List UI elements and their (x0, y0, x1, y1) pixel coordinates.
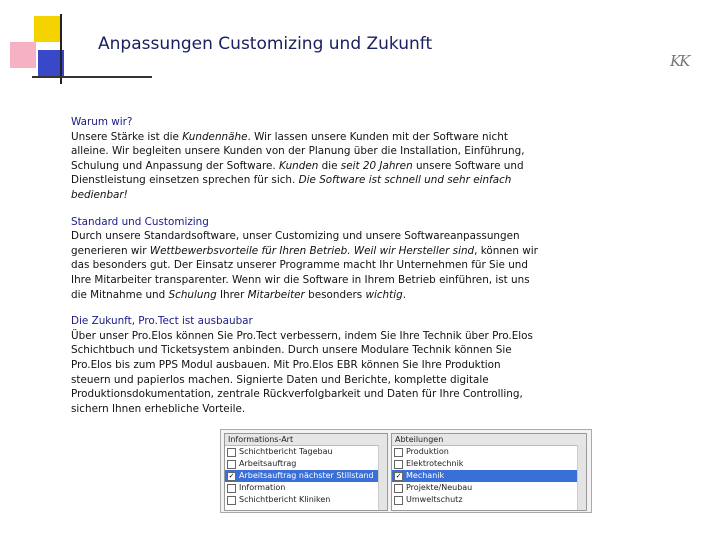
list-item[interactable] (392, 458, 586, 470)
list-item[interactable] (225, 470, 387, 482)
software-screenshot (220, 429, 592, 513)
body-text-run: . (402, 288, 407, 301)
emphasis-text: Kundennähe (182, 130, 248, 143)
checkbox[interactable] (227, 460, 236, 469)
list-item-label: Produktion (406, 447, 449, 456)
decor-pink-square (10, 42, 36, 68)
section-3 (71, 314, 541, 416)
body-text-run: die (318, 159, 341, 172)
slide-title: Anpassungen Customizing und Zukunft (98, 34, 433, 54)
decor-vertical-line (60, 14, 62, 84)
emphasis-text: Die Software ist schnell und sehr einfach bedienbar! (71, 174, 512, 201)
checkbox[interactable] (394, 496, 403, 505)
list-item[interactable] (392, 470, 586, 482)
checkbox[interactable] (227, 484, 236, 493)
list-item[interactable] (225, 458, 387, 470)
decor-yellow-square (34, 16, 60, 42)
list-item-label: Information (239, 483, 286, 492)
list-item[interactable] (225, 482, 387, 494)
department-list (391, 433, 587, 511)
emphasis-text: wichtig (365, 288, 403, 301)
section-2 (71, 215, 541, 303)
checkbox[interactable] (394, 460, 403, 469)
body-text-run: Über unser Pro.Elos können Sie Pro.Tect verbessern, indem Sie Ihre Technik über Pro.Elos Schichtbuch und Ticketsystem anbinden. Durch unsere Modulare Technik können Sie Pro.Elos bis zum PPS Modul ausbauen. Mit Pro.Elos EBR können Sie Ihre Produktion steuern und papierlos machen. Signierte Daten und Berichte, komplette digitale Produktionsdokumentation, zentrale Rückverfolgbarkeit und Daten für Ihre Controlling, sichern Ihnen erhebliche Vorteile. (71, 329, 533, 415)
checkbox[interactable] (394, 484, 403, 493)
list-item[interactable] (225, 494, 387, 506)
information-type-header: Informations-Art (225, 434, 387, 446)
emphasis-text: seit 20 Jahren (340, 159, 413, 172)
list-item[interactable] (392, 494, 586, 506)
scrollbar (378, 445, 387, 510)
list-item-label: Mechanik (406, 471, 445, 480)
section-heading: Warum wir? (71, 116, 133, 128)
checkbox[interactable] (227, 496, 236, 505)
body-text-run: Durch unsere Standardsoftware, unser Customizing und unsere Softwareanpassungen generieren wir (71, 230, 520, 257)
body-text-run: besonders (304, 288, 366, 301)
section-heading: Die Zukunft, Pro.Tect ist ausbaubar (71, 315, 253, 328)
body-text (71, 115, 541, 428)
list-item-label: Schichtbericht Tagebau (239, 447, 333, 456)
section-heading: Standard und Customizing (71, 215, 209, 228)
body-text-run: Unsere Stärke ist die (71, 130, 183, 143)
list-item[interactable] (392, 482, 586, 494)
emphasis-text: Kunden (279, 159, 319, 172)
checkbox[interactable]: ✓ (395, 471, 402, 480)
list-item-label: Elektrotechnik (406, 459, 464, 468)
checkbox[interactable] (394, 448, 403, 457)
emphasis-text: Schulung (168, 288, 217, 301)
emphasis-text: Mitarbeiter (247, 288, 305, 301)
body-text-run: , können wir das besonders gut. Der Einsatz unserer Programme macht Ihr Unternehmen für Sie und Ihre Mitarbeiter transparenter. Wenn wir die Software in Ihrem Betrieb einführen, ist uns die Mitnahme und (71, 244, 538, 301)
emphasis-text: Wettbewerbsvorteile für Ihren Betrieb. Weil wir Hersteller sind (149, 244, 475, 257)
list-item[interactable] (392, 446, 586, 458)
list-item-label: Arbeitsauftrag (239, 459, 297, 468)
list-item-label: Projekte/Neubau (406, 483, 473, 492)
information-type-list (224, 433, 388, 511)
company-logo: KK (670, 52, 689, 70)
list-item[interactable] (225, 446, 387, 458)
scrollbar (577, 445, 586, 510)
checkbox[interactable] (227, 448, 236, 457)
list-item-label: Arbeitsauftrag nächster Stillstand (239, 471, 374, 480)
section-1 (71, 115, 541, 203)
decor-horizontal-line (32, 76, 152, 78)
list-item-label: Schichtbericht Kliniken (239, 495, 331, 504)
body-text-run: Ihrer (216, 288, 248, 301)
department-header: Abteilungen (392, 434, 586, 446)
body-text-run: . Wir lassen unsere Kunden mit der Software nicht alleine. Wir begleiten unsere Kunden von der Planung über die Installation, Einführung, Schulung und Anpassung der Software. (71, 130, 525, 172)
checkbox[interactable]: ✓ (228, 471, 235, 480)
list-item-label: Umweltschutz (406, 495, 463, 504)
body-text-run: unsere Software und Dienstleistung einsetzen sprechen für sich. (71, 159, 524, 187)
